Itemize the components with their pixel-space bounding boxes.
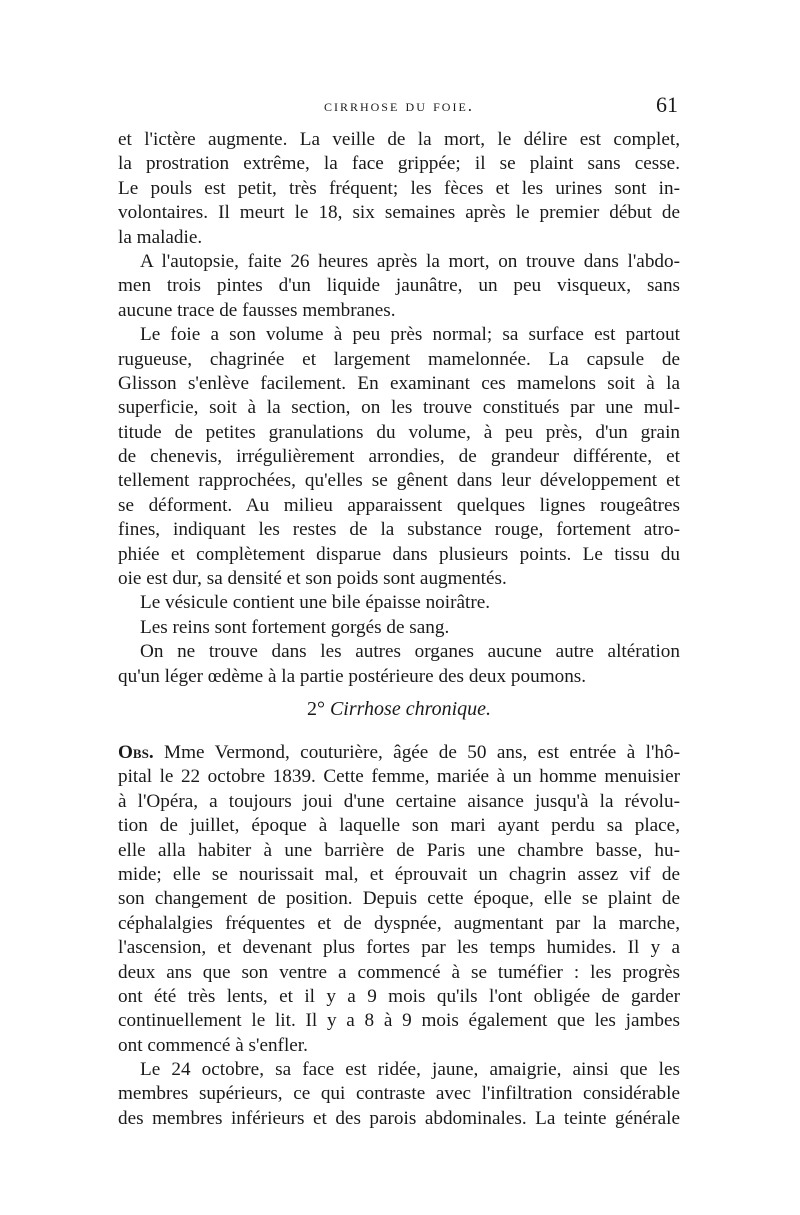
paragraph (118, 640, 680, 689)
text-line: Le pouls est petit, très fréquent; les fèces et les urines sont in- (118, 177, 680, 199)
running-title: cirrhose du foie. (323, 96, 475, 115)
text-line: continuellement le lit. Il y a 8 à 9 mois également que les jambes (118, 1010, 680, 1032)
text-line: mide; elle se nourissait mal, et éprouvait un chagrin assez vif de (118, 863, 680, 885)
section-number: 2° (306, 697, 325, 720)
text-line: Le foie a son volume à peu près normal; sa surface est partout (140, 324, 680, 346)
text-line: A l'autopsie, faite 26 heures après la mort, on trouve dans l'abdo- (140, 250, 680, 272)
text-line: la prostration extrême, la face grippée; il se plaint sans cesse. (118, 153, 680, 175)
text-line: pital le 22 octobre 1839. Cette femme, mariée à un homme menuisier (118, 766, 680, 788)
text-line: tellement rapprochées, qu'elles se gênent dans leur développement et (118, 470, 680, 492)
text-line: phiée et complètement disparue dans plusieurs points. Le tissu du (118, 543, 680, 565)
text-line: se déforment. Au milieu apparaissent quelques lignes rougeâtres (118, 494, 680, 516)
paragraph (118, 323, 680, 591)
text-line: Glisson s'enlève facilement. En examinant ces mamelons soit à la (118, 372, 680, 394)
text-line: aucune trace de fausses membranes. (118, 299, 396, 321)
text-line: à l'Opéra, a toujours joui d'une certaine aisance jusqu'à la révolu- (118, 790, 680, 812)
text-line: qu'un léger œdème à la partie postérieure des deux poumons. (118, 665, 587, 687)
observation-paragraph (118, 741, 680, 1058)
text-line: men trois pintes d'un liquide jaunâtre, un peu visqueux, sans (118, 275, 680, 297)
text-line: Le vésicule contient une bile épaisse noirâtre. (140, 592, 491, 614)
text-line: tion de juillet, époque à laquelle son mari ayant perdu sa place, (118, 815, 680, 837)
text-line: céphalalgies fréquentes et de dyspnée, augmentant par la marche, (118, 912, 680, 934)
text-line: des membres inférieurs et des parois abdominales. La teinte générale (118, 1107, 680, 1129)
observation-label: Obs. (118, 741, 154, 763)
spacer (118, 729, 680, 741)
page-number: 61 (656, 92, 678, 117)
text-line: Les reins sont fortement gorgés de sang. (140, 616, 450, 638)
text-line: elle alla habiter à une barrière de Paris une chambre basse, hu- (118, 839, 680, 861)
text-line: rugueuse, chagrinée et largement mamelonnée. La capsule de (118, 348, 680, 370)
text-line: On ne trouve dans les autres organes aucune autre altération (140, 641, 680, 663)
observation-first-line: Mme Vermond, couturière, âgée de 50 ans, est entrée à l'hô- (164, 741, 680, 763)
paragraph (118, 128, 680, 250)
paragraph (118, 591, 680, 615)
text-line: l'ascension, et devenant plus fortes par les temps humides. Il y a (118, 937, 680, 959)
paragraph (118, 1058, 680, 1131)
section-heading (118, 689, 680, 729)
page-body (118, 128, 680, 1131)
text-line: de chenevis, irrégulièrement arrondies, de grandeur différente, et (118, 446, 680, 468)
paragraph (118, 616, 680, 640)
text-line: membres supérieurs, ce qui contraste avec l'infiltration considérable (118, 1083, 680, 1105)
text-line: deux ans que son ventre a commencé à se tuméfier : les progrès (118, 961, 680, 983)
text-line: fines, indiquant les restes de la substance rouge, fortement atro- (118, 519, 680, 541)
text-line: volontaires. Il meurt le 18, six semaines après le premier début de (118, 202, 680, 224)
section-title: Cirrhose chronique. (329, 697, 492, 720)
text-line: ont commencé à s'enfler. (118, 1034, 308, 1056)
text-line (118, 741, 680, 765)
text-line: oie est dur, sa densité et son poids sont augmentés. (118, 568, 507, 590)
text-line: superficie, soit à la section, on les trouve constitués par une mul- (118, 397, 680, 419)
text-line: son changement de position. Depuis cette époque, elle se plaint de (118, 888, 680, 910)
text-line: la maladie. (118, 226, 203, 248)
text-line: titude de petites granulations du volume, à peu près, d'un grain (118, 421, 680, 443)
text-line: ont été très lents, et il y a 9 mois qu'ils l'ont obligée de garder (118, 985, 680, 1007)
page-header (118, 92, 680, 122)
paragraph (118, 250, 680, 323)
text-line: et l'ictère augmente. La veille de la mort, le délire est complet, (118, 129, 680, 150)
text-line: Le 24 octobre, sa face est ridée, jaune, amaigrie, ainsi que les (140, 1059, 680, 1081)
